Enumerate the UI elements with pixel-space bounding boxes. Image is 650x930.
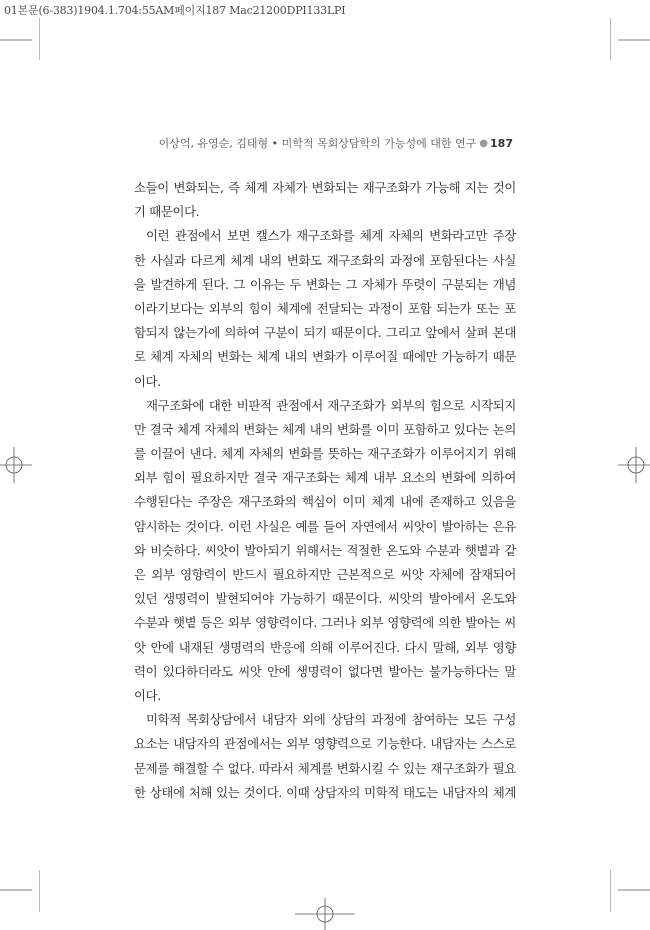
- text-line: 이라기보다는 외부의 힘이 체계에 전달되는 과정이 포함 되는가 또는 포: [134, 300, 516, 316]
- text-line: 수행된다는 주장은 재구조화의 핵심이 이미 체계 내에 존재하고 있음을: [134, 494, 516, 510]
- page-number: 187: [490, 136, 513, 150]
- registration-mark-left-icon: [0, 445, 32, 485]
- text-line: 수분과 햇볕 등은 외부 영향력이다. 그러나 외부 영향력에 의한 발아는 씨: [134, 615, 516, 631]
- registration-mark-right-icon: [618, 445, 650, 485]
- text-line: 한 상태에 처해 있는 것이다. 이때 상담자의 미학적 태도는 내담자의 체계: [134, 784, 516, 800]
- crop-mark-top-right-icon: [610, 0, 650, 60]
- text-line: 암시하는 것이다. 이런 사실은 예를 들어 자연에서 씨앗이 발아하는 은유: [134, 518, 516, 534]
- text-line: 함되지 않는가에 의하여 구분이 되기 때문이다. 그리고 앞에서 살펴 본대: [134, 325, 516, 341]
- text-line: 기 때문이다.: [134, 204, 200, 220]
- text-line: 미학적 목회상담에서 내담자 외에 상담의 과정에 참여하는 모든 구성: [146, 712, 516, 728]
- print-slug: 01본문(6-383)1904.1.704:55AM페이지187 Mac21200DPI133LPI: [4, 4, 346, 17]
- text-line: 이다.: [134, 373, 161, 389]
- body-text: [134, 176, 516, 805]
- text-line: 재구조화에 대한 비판적 관점에서 재구조화가 외부의 힘으로 시작되지: [146, 397, 516, 413]
- text-line: 있던 생명력이 발현되어야 가능하기 때문이다. 씨앗의 발아에서 온도와: [134, 591, 516, 607]
- crop-mark-bottom-right-icon: [610, 870, 650, 930]
- text-line: 력이 있다하더라도 씨앗 안에 생명력이 없다면 발아는 불가능하다는 말: [134, 663, 516, 679]
- text-line: 앗 안에 내재된 생명력의 반응에 의해 이루어진다. 다시 말해, 외부 영향: [134, 639, 516, 655]
- text-line: 문제를 해결할 수 없다. 따라서 체계를 변화시킬 수 있는 재구조화가 필요: [134, 760, 516, 776]
- text-line: 만 결국 체계 자체의 변화는 체계 내의 변화를 이미 포함하고 있다는 논의: [134, 421, 516, 437]
- text-line: 와 비슷하다. 씨앗이 발아되기 위해서는 적절한 온도와 수분과 햇볕과 같: [134, 542, 516, 558]
- registration-mark-bottom-icon: [295, 898, 355, 930]
- text-line: 로 체계 자체의 변화는 체계 내의 변화가 이루어질 때에만 가능하기 때문: [134, 349, 516, 365]
- text-line: 을 발견하게 된다. 그 이유는 두 변화는 그 자체가 뚜렷이 구분되는 개념: [134, 276, 516, 292]
- text-line: 를 이끌어 낸다. 체계 자체의 변화를 뜻하는 재구조화가 이루어지기 위해: [134, 446, 516, 462]
- crop-mark-bottom-left-icon: [0, 870, 40, 930]
- text-line: 이다.: [134, 687, 161, 703]
- text-line: 이런 관점에서 보면 캘스가 재구조화를 체계 자체의 변화라고만 주장: [146, 228, 516, 244]
- text-line: 소들이 변화되는, 즉 체계 자체가 변화되는 재구조화가 가능해 지는 것이: [134, 180, 516, 195]
- running-header: [159, 135, 513, 151]
- text-line: 외부 힘이 필요하지만 결국 재구조화는 체계 내부 요소의 변화에 의하여: [134, 470, 516, 486]
- text-line: 요소는 내담자의 관점에서는 외부 영향력으로 기능한다. 내담자는 스스로: [134, 736, 516, 752]
- text-line: 한 사실과 다르게 체계 내의 변화도 재구조화의 과정에 포함된다는 사실: [134, 252, 516, 268]
- running-header-title: 이상억, 유영순, 김태형 • 미학적 목회상담학의 가능성에 대한 연구: [158, 137, 477, 150]
- text-line: 은 외부 영향력이 반드시 필요하지만 근본적으로 씨앗 자체에 잠재되어: [134, 567, 516, 582]
- crop-mark-top-left-icon: [0, 0, 40, 60]
- header-bullet-icon: ●: [479, 137, 489, 149]
